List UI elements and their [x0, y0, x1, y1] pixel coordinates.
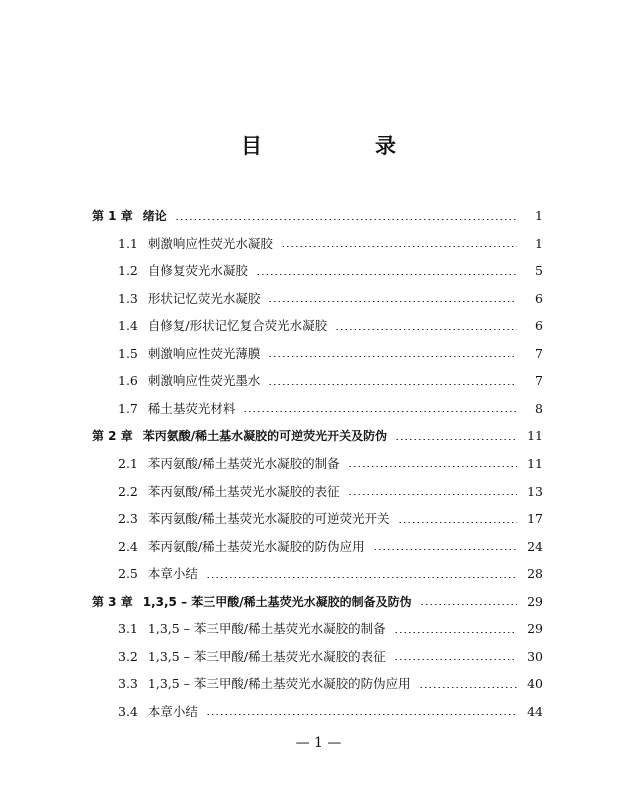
toc-dot-leader [268, 384, 517, 385]
toc-entry-number: 3.3 [118, 676, 138, 692]
toc-section-entry[interactable] [0, 399, 637, 419]
toc-entry-number: 1.1 [118, 235, 138, 251]
toc-entry-number: 2.1 [118, 455, 138, 471]
toc-dot-leader [420, 604, 517, 605]
toc-entry-title: 自修复荧光水凝胶 [147, 263, 248, 279]
toc-dot-leader [256, 274, 517, 275]
toc-entry-title: 刺激响应性荧光水凝胶 [147, 235, 273, 251]
toc-entry-title: 刺激响应性荧光薄膜 [147, 345, 261, 361]
toc-entry-number: 2.2 [118, 483, 138, 499]
toc-entry-number: 1.2 [118, 263, 138, 279]
toc-dot-leader [335, 329, 517, 330]
toc-chapter-entry[interactable] [0, 426, 637, 446]
toc-entry-title: 1,3,5 – 苯三甲酸/稀土基荧光水凝胶的制备 [147, 621, 386, 637]
toc-dot-leader [243, 411, 517, 412]
toc-entry-number: 2.5 [118, 566, 138, 582]
toc-section-entry[interactable] [0, 482, 637, 502]
toc-entry-page: 7 [535, 373, 543, 389]
toc-entry-title: 形状记忆荧光水凝胶 [147, 290, 261, 306]
toc-title: 目 录 [241, 133, 442, 158]
toc-section-entry[interactable] [0, 564, 637, 584]
toc-entry-page: 1 [535, 208, 543, 223]
toc-section-entry[interactable] [0, 316, 637, 336]
page-number: — 1 — [295, 735, 342, 751]
toc-entry-page: 5 [535, 263, 543, 279]
toc-section-entry[interactable] [0, 702, 637, 722]
toc-dot-leader [268, 356, 517, 357]
toc-entry-number: 3.4 [118, 703, 138, 719]
toc-section-entry[interactable] [0, 509, 637, 529]
toc-entry-page: 6 [535, 290, 543, 306]
toc-entry-title: 苯丙氨酸/稀土基荧光水凝胶的防伪应用 [147, 538, 365, 554]
toc-entry-number: 3.2 [118, 648, 138, 664]
toc-dot-leader [206, 577, 517, 578]
toc-chapter-entry[interactable] [0, 592, 637, 612]
toc-dot-leader [394, 659, 517, 660]
toc-entry-page: 13 [527, 483, 543, 499]
toc-entry-title: 苯丙氨酸/稀土基荧光水凝胶的表征 [147, 483, 340, 499]
toc-entry-page: 8 [535, 400, 543, 416]
toc-entry-number: 第 2 章 [92, 429, 133, 444]
toc-entry-title: 自修复/形状记忆复合荧光水凝胶 [147, 318, 328, 334]
toc-entry-number: 2.4 [118, 538, 138, 554]
toc-entry-title: 苯丙氨酸/稀土基水凝胶的可逆荧光开关及防伪 [142, 429, 388, 444]
toc-entry-title: 1,3,5 – 苯三甲酸/稀土基荧光水凝胶的表征 [147, 648, 386, 664]
toc-section-entry[interactable] [0, 234, 637, 254]
toc-entry-page: 17 [527, 511, 543, 527]
toc-dot-leader [373, 549, 517, 550]
toc-entry-number: 1.6 [118, 373, 138, 389]
toc-entry-page: 44 [527, 703, 543, 719]
toc-dot-leader [348, 466, 517, 467]
toc-dot-leader [394, 632, 517, 633]
toc-section-entry[interactable] [0, 454, 637, 474]
toc-entry-title: 本章小结 [147, 566, 198, 582]
toc-dot-leader [419, 687, 517, 688]
toc-entry-number: 第 1 章 [92, 209, 133, 223]
toc-entry-page: 28 [527, 566, 543, 582]
toc-entry-number: 2.3 [118, 511, 138, 527]
toc-section-entry[interactable] [0, 289, 637, 309]
toc-entry-number: 3.1 [118, 621, 138, 637]
toc-entry-title: 苯丙氨酸/稀土基荧光水凝胶的制备 [147, 455, 340, 471]
toc-section-entry[interactable] [0, 261, 637, 281]
toc-section-entry[interactable] [0, 344, 637, 364]
toc-entry-page: 24 [527, 538, 543, 554]
toc-section-entry[interactable] [0, 619, 637, 639]
toc-entry-title: 绪论 [142, 209, 167, 223]
toc-entry-number: 1.7 [118, 400, 138, 416]
toc-entry-page: 6 [535, 318, 543, 334]
toc-dot-leader [268, 301, 517, 302]
toc-entry-number: 1.4 [118, 318, 138, 334]
toc-entry-title: 本章小结 [147, 703, 198, 719]
toc-dot-leader [206, 714, 517, 715]
toc-section-entry[interactable] [0, 371, 637, 391]
toc-entry-number: 1.3 [118, 290, 138, 306]
toc-entry-page: 29 [527, 621, 543, 637]
toc-entry-page: 7 [535, 345, 543, 361]
toc-entry-title: 1,3,5 – 苯三甲酸/稀土基荧光水凝胶的制备及防伪 [142, 594, 412, 609]
toc-entry-page: 11 [527, 455, 543, 471]
toc-chapter-entry[interactable] [0, 206, 637, 226]
toc-entry-title: 苯丙氨酸/稀土基荧光水凝胶的可逆荧光开关 [147, 511, 390, 527]
toc-entry-page: 29 [527, 593, 543, 609]
toc-dot-leader [348, 494, 517, 495]
toc-entry-title: 1,3,5 – 苯三甲酸/稀土基荧光水凝胶的防伪应用 [147, 676, 411, 692]
toc-entry-page: 11 [527, 428, 543, 444]
toc-dot-leader [395, 439, 517, 440]
toc-entry-number: 第 3 章 [92, 594, 133, 609]
toc-section-entry[interactable] [0, 674, 637, 694]
toc-entry-page: 40 [527, 676, 543, 692]
toc-entry-title: 稀土基荧光材料 [147, 400, 236, 416]
toc-section-entry[interactable] [0, 647, 637, 667]
toc-entry-title: 刺激响应性荧光墨水 [147, 373, 261, 389]
toc-dot-leader [175, 219, 517, 220]
toc-entry-page: 1 [535, 235, 543, 251]
toc-section-entry[interactable] [0, 537, 637, 557]
toc-dot-leader [281, 246, 517, 247]
toc-entry-page: 30 [527, 648, 543, 664]
toc-entry-number: 1.5 [118, 345, 138, 361]
toc-dot-leader [398, 522, 517, 523]
